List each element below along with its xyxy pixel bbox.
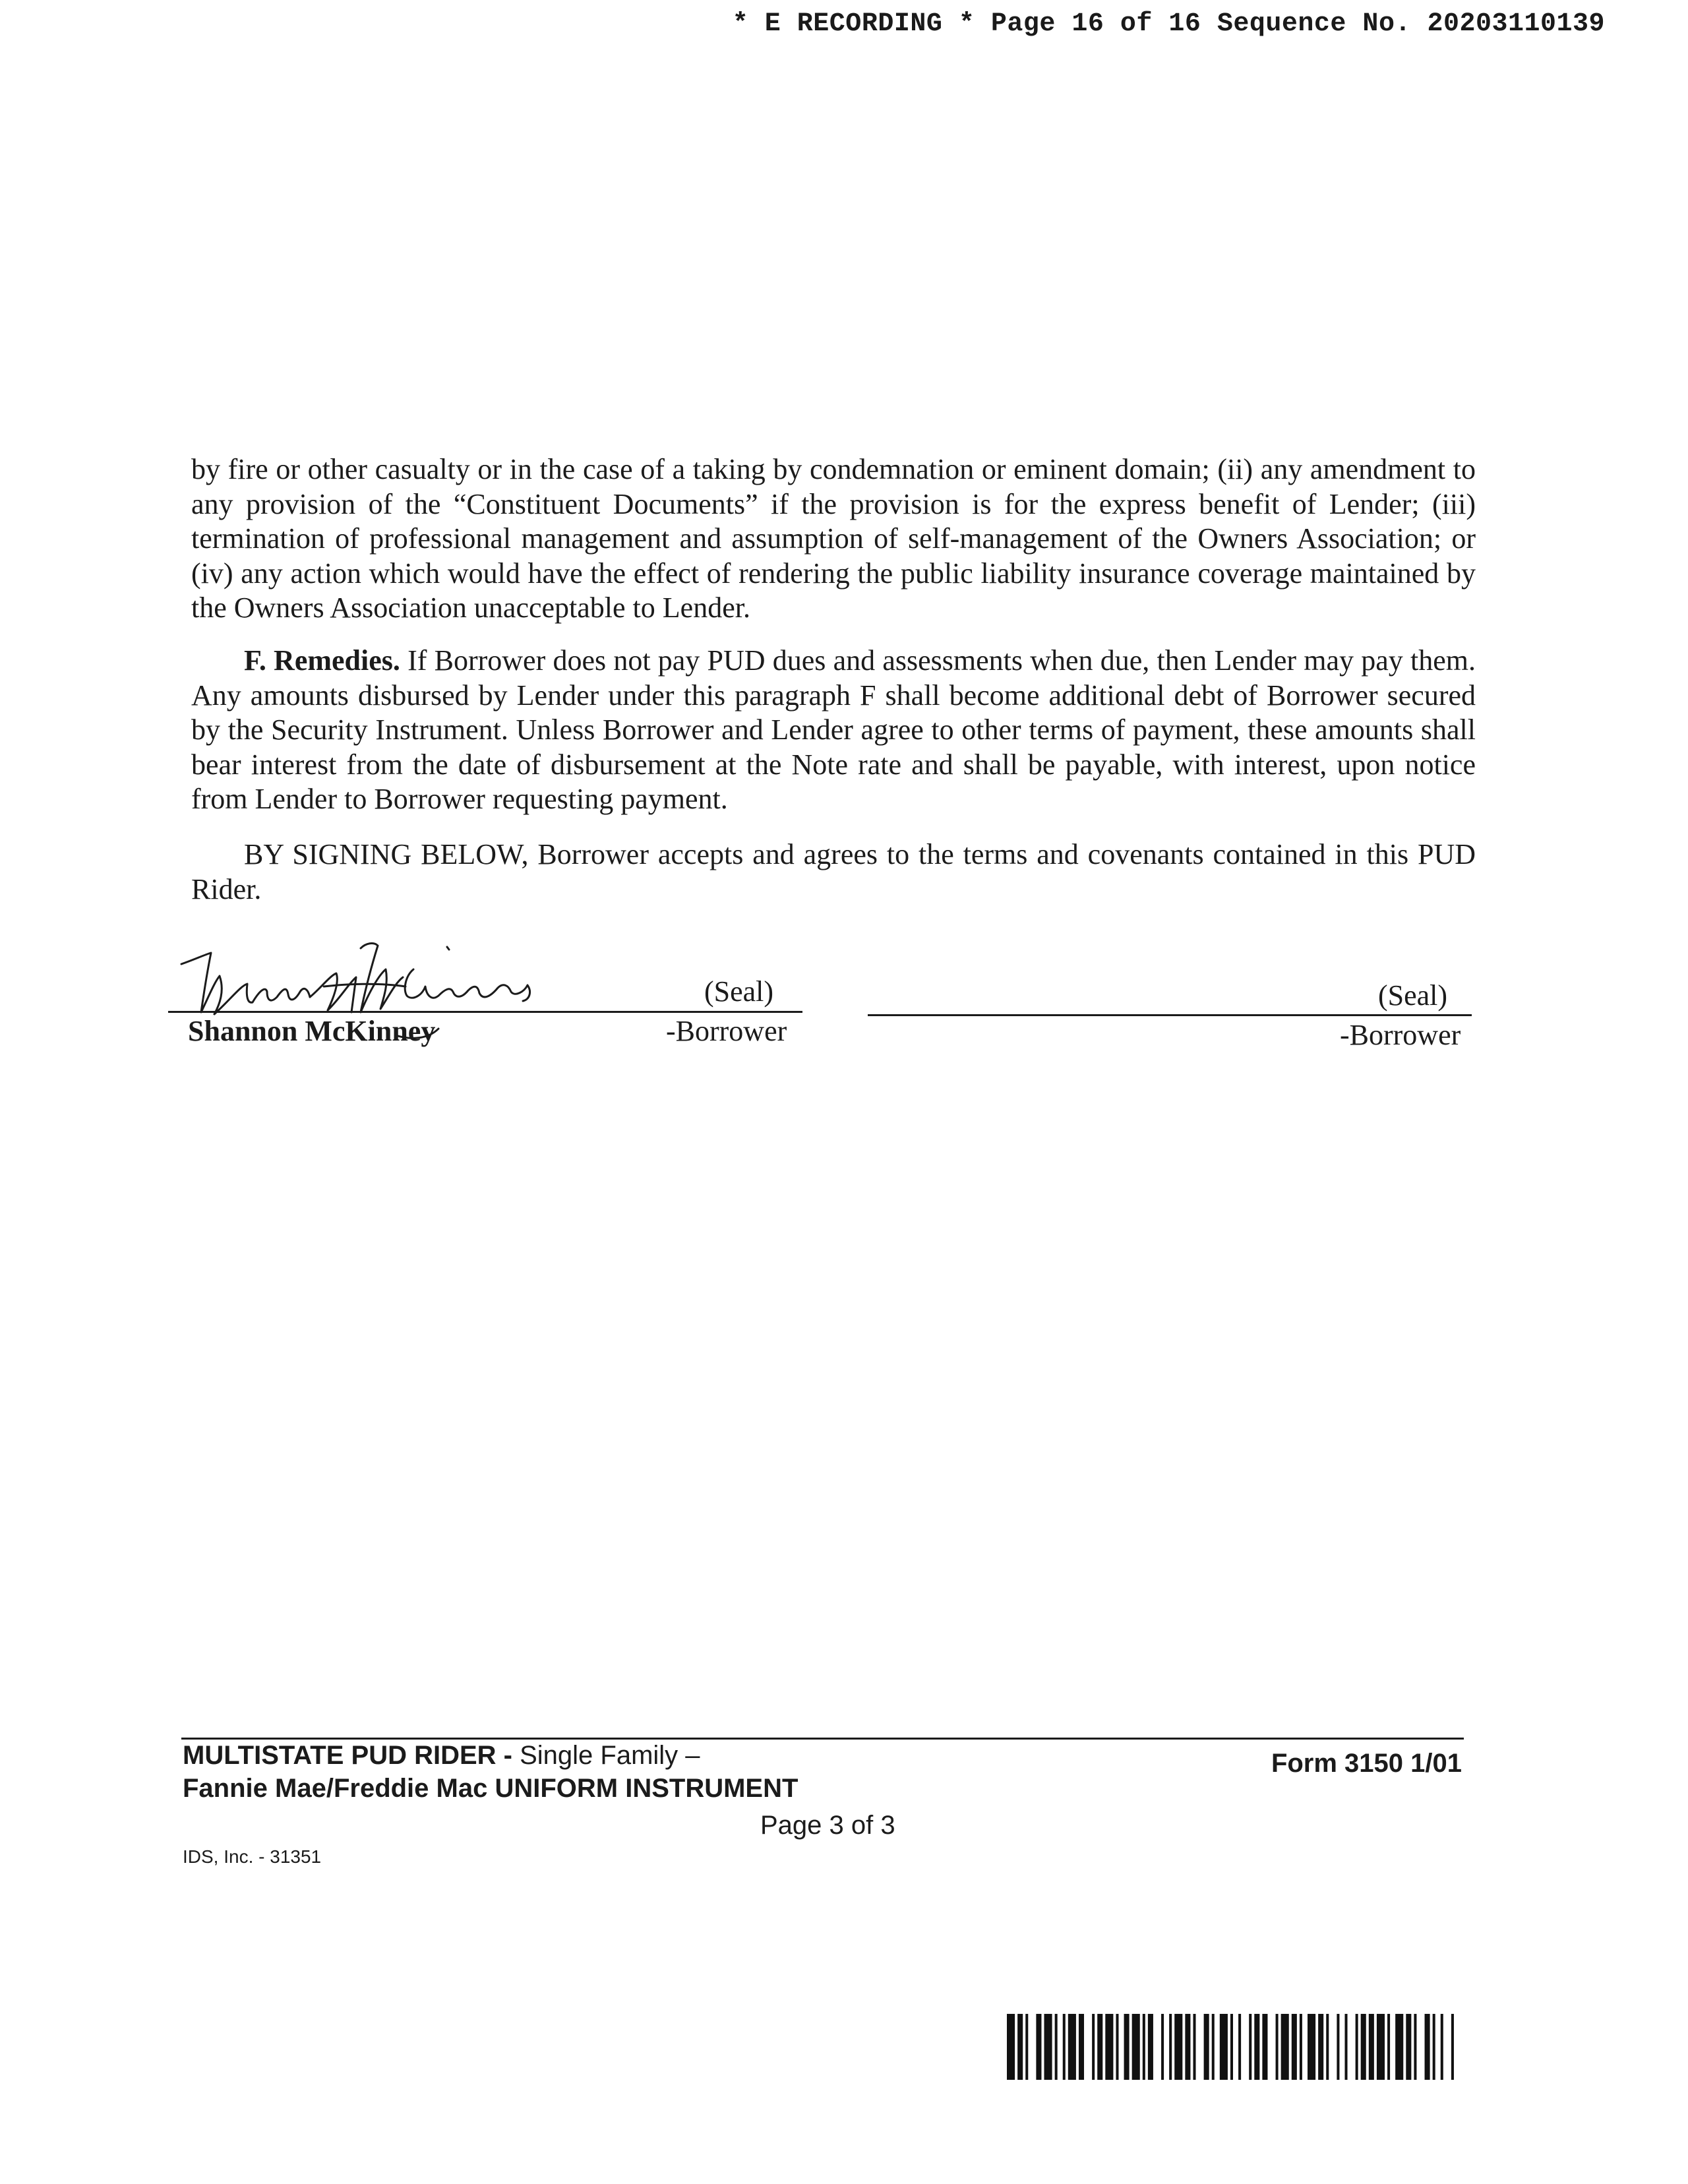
remedies-heading: F. Remedies. [244, 644, 400, 677]
signing-statement: BY SIGNING BELOW, Borrower accepts and agrees to the terms and covenants contained in this PUD Rider. [191, 838, 1476, 905]
footer-title-rest: Single Family – [512, 1741, 700, 1770]
vendor-code: IDS, Inc. - 31351 [183, 1846, 322, 1867]
role-label-left: -Borrower [666, 1015, 787, 1047]
remedies-text: If Borrower does not pay PUD dues and assessments when due, then Lender may pay them. Any amounts disbursed by Lender under this paragraph F shall become additional debt of Borrower secured by the Security Instrument. Unless Borrower and Lender agree to other terms of payment, these amounts shall bear interest from the date of disbursement at the Note rate and shall be payable, with interest, upon notice from Lender to Borrower requesting payment. [191, 644, 1476, 815]
seal-label-left: (Seal) [704, 975, 774, 1008]
form-number: Form 3150 1/01 [1271, 1749, 1462, 1778]
paragraph-remedies [191, 644, 1476, 817]
paragraph-amendment-conditions: by fire or other casualty or in the case of a taking by condemnation or eminent domain; (ii) any amendment to any provision of the “Constituent Documents” if the provision is for the express benefit of Lender; (iii) termination of professional management and assumption of self-management of the Owners Association; or (iv) any action which would have the effect of rendering the public liability insurance coverage maintained by the Owners Association unacceptable to Lender. [191, 453, 1476, 624]
seal-label-right: (Seal) [1378, 979, 1448, 1012]
signer-name: Shannon McKinney [188, 1015, 436, 1047]
role-label-right: -Borrower [1340, 1019, 1461, 1051]
signature-line-right [868, 1014, 1472, 1016]
page-number: Page 3 of 3 [760, 1811, 895, 1840]
footer-title-bold: MULTISTATE PUD RIDER - [183, 1741, 512, 1770]
footer-rule [181, 1738, 1464, 1740]
footer-subtitle: Fannie Mae/Freddie Mac UNIFORM INSTRUMENT [183, 1774, 799, 1803]
signature-line-left [168, 1011, 802, 1013]
recording-header: * E RECORDING * Page 16 of 16 Sequence No. 20203110139 [732, 9, 1605, 39]
footer-form-title [183, 1741, 700, 1771]
barcode [1007, 2014, 1459, 2080]
